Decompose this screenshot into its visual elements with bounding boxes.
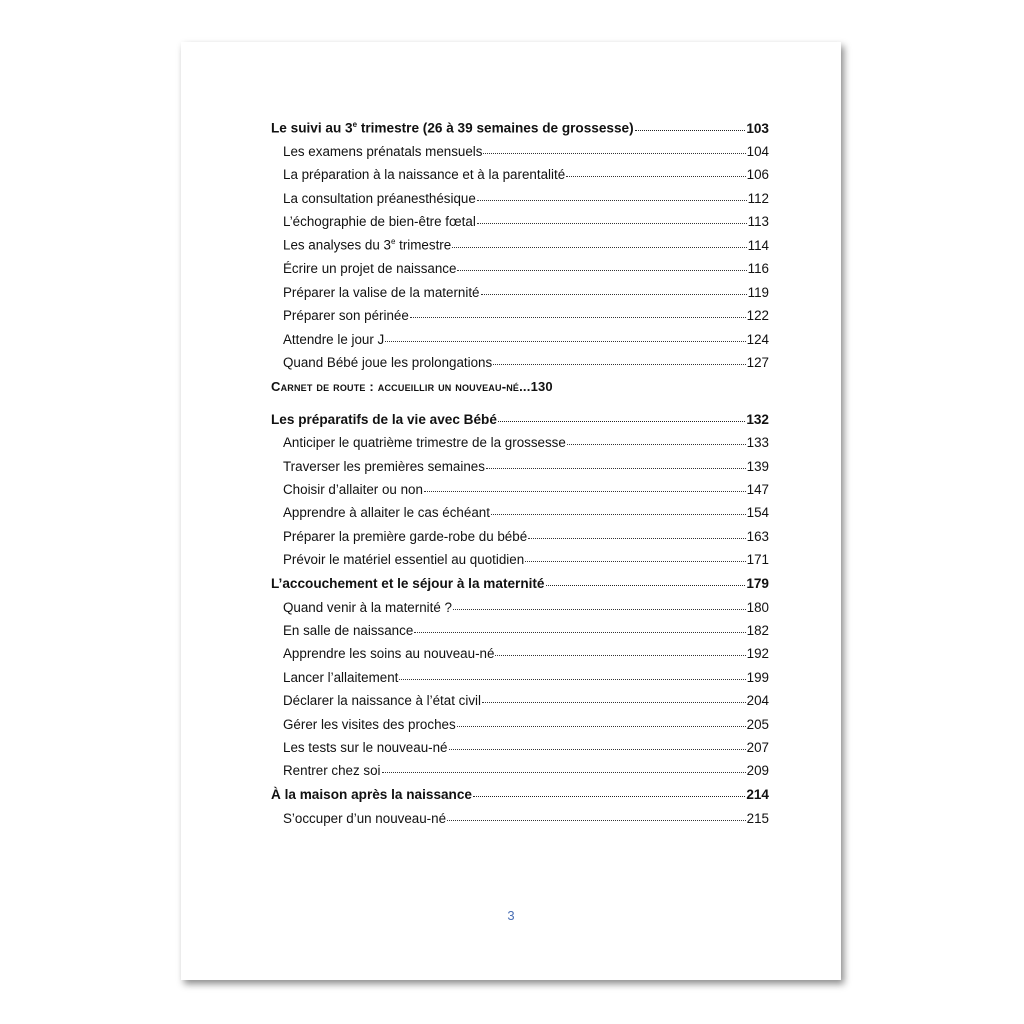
toc-item-label: Choisir d’allaiter ou non bbox=[283, 482, 423, 498]
dot-leader bbox=[457, 725, 746, 727]
page-number: 114 bbox=[747, 237, 769, 253]
dot-leader bbox=[449, 748, 746, 750]
dot-leader bbox=[424, 490, 746, 492]
toc-heading-text: À la maison après la naissance bbox=[271, 787, 472, 803]
toc-carnet-entry[interactable] bbox=[271, 379, 769, 403]
page-number: 133 bbox=[746, 435, 769, 451]
dot-leader bbox=[414, 631, 745, 633]
ordinal-sup: e bbox=[390, 237, 396, 247]
toc-item[interactable] bbox=[271, 811, 769, 826]
dot-leader bbox=[486, 467, 746, 469]
toc-subsection-list bbox=[271, 600, 769, 779]
toc-item[interactable] bbox=[271, 435, 769, 450]
dot-leader bbox=[546, 584, 746, 586]
toc-item[interactable] bbox=[271, 693, 769, 708]
toc-item-label: Les examens prénatals mensuels bbox=[283, 143, 483, 159]
toc-heading[interactable] bbox=[271, 787, 769, 802]
page-number: 119 bbox=[747, 284, 769, 300]
dot-leader bbox=[566, 175, 746, 177]
toc-item-label: Prévoir le matériel essentiel au quotidien bbox=[283, 552, 525, 568]
dot-leader bbox=[477, 222, 747, 224]
toc-item[interactable] bbox=[271, 332, 769, 347]
toc-heading-text: L’accouchement et le séjour à la maternité bbox=[271, 576, 545, 592]
toc-item-label: Quand Bébé joue les prolongations bbox=[283, 354, 493, 370]
toc-item-label: Gérer les visites des proches bbox=[283, 716, 456, 732]
ordinal-sup: e bbox=[352, 120, 358, 129]
dot-leader bbox=[453, 608, 746, 610]
page-number: 147 bbox=[746, 482, 769, 498]
page-number: 103 bbox=[746, 120, 769, 136]
dot-leader bbox=[399, 678, 745, 680]
toc-item-label: Apprendre les soins au nouveau-né bbox=[283, 646, 495, 662]
toc-item-label: Apprendre à allaiter le cas échéant bbox=[283, 505, 490, 521]
toc-subsection-list bbox=[271, 811, 769, 826]
toc-item[interactable] bbox=[271, 600, 769, 615]
toc-heading[interactable] bbox=[271, 576, 769, 591]
toc-item-label: La préparation à la naissance et à la parentalité bbox=[283, 167, 566, 183]
dot-leader bbox=[481, 293, 747, 295]
dot-leader bbox=[493, 363, 745, 365]
page-number: 132 bbox=[746, 411, 769, 427]
dot-leader bbox=[525, 560, 745, 562]
page-number: 204 bbox=[746, 693, 769, 709]
toc-item-label: Les tests sur le nouveau-né bbox=[283, 739, 448, 755]
toc-item-text: Les analyses du 3 bbox=[283, 237, 391, 253]
carnet-label: Carnet de route : accueillir un nouveau-né bbox=[271, 378, 520, 394]
toc-item-label: Préparer la valise de la maternité bbox=[283, 284, 480, 300]
toc-item[interactable] bbox=[271, 191, 769, 206]
page-number: 179 bbox=[746, 576, 769, 592]
dot-leader bbox=[491, 513, 746, 515]
toc-item-label: Rentrer chez soi bbox=[283, 763, 381, 779]
page-number: 171 bbox=[746, 552, 769, 568]
toc-item[interactable] bbox=[271, 214, 769, 229]
toc-item[interactable] bbox=[271, 459, 769, 474]
page-number: 180 bbox=[746, 599, 769, 615]
toc-heading-text: Les préparatifs de la vie avec Bébé bbox=[271, 411, 497, 427]
toc-item[interactable] bbox=[271, 763, 769, 778]
toc-heading[interactable] bbox=[271, 412, 769, 427]
toc-item-label: Anticiper le quatrième trimestre de la grossesse bbox=[283, 435, 566, 451]
toc-subsection-list bbox=[271, 144, 769, 370]
page-number: 127 bbox=[746, 354, 769, 370]
toc-item[interactable] bbox=[271, 285, 769, 300]
toc-item-label: Déclarer la naissance à l’état civil bbox=[283, 693, 481, 709]
toc-subsection-list bbox=[271, 435, 769, 567]
document-page bbox=[181, 42, 841, 980]
page-number: 154 bbox=[746, 505, 769, 521]
page-number: 163 bbox=[746, 528, 769, 544]
page-number: 112 bbox=[747, 190, 769, 206]
page-number: 104 bbox=[746, 143, 769, 159]
toc-item[interactable] bbox=[271, 237, 769, 252]
dot-leader bbox=[482, 701, 746, 703]
toc-item[interactable] bbox=[271, 261, 769, 276]
dot-leader bbox=[477, 199, 747, 201]
toc-item-label: S’occuper d’un nouveau-né bbox=[283, 810, 447, 826]
dot-leader bbox=[452, 246, 746, 248]
toc-item[interactable] bbox=[271, 505, 769, 520]
toc-item-label: L’échographie de bien-être fœtal bbox=[283, 214, 476, 230]
page-number: 124 bbox=[746, 331, 769, 347]
page-number: 214 bbox=[746, 787, 769, 803]
dot-leader bbox=[567, 443, 746, 445]
toc-heading[interactable] bbox=[271, 120, 769, 136]
page-number: 209 bbox=[746, 763, 769, 779]
dot-leader bbox=[457, 269, 746, 271]
dot-leader bbox=[385, 340, 745, 342]
toc-item[interactable] bbox=[271, 308, 769, 323]
toc-item-label bbox=[283, 237, 451, 252]
toc-item-label: En salle de naissance bbox=[283, 623, 414, 639]
toc-item-label: Attendre le jour J bbox=[283, 331, 385, 347]
page-folio: 3 bbox=[507, 908, 515, 923]
page-number: 207 bbox=[746, 739, 769, 755]
toc-heading-text: trimestre (26 à 39 semaines de grossesse) bbox=[357, 120, 634, 136]
page-number: 113 bbox=[747, 214, 769, 230]
carnet-dots: ... bbox=[519, 378, 531, 394]
dot-leader bbox=[498, 420, 745, 422]
dot-leader bbox=[528, 537, 746, 539]
page-number: 199 bbox=[746, 669, 769, 685]
page-number: 139 bbox=[746, 458, 769, 474]
dot-leader bbox=[495, 654, 745, 656]
toc-item[interactable] bbox=[271, 646, 769, 661]
toc-item[interactable] bbox=[271, 740, 769, 755]
toc-item-label: Écrire un projet de naissance bbox=[283, 261, 457, 277]
page-number: 205 bbox=[746, 716, 769, 732]
toc-item[interactable] bbox=[271, 623, 769, 638]
toc-item[interactable] bbox=[271, 717, 769, 732]
toc-item-label: Lancer l’allaitement bbox=[283, 669, 399, 685]
toc-item[interactable] bbox=[271, 482, 769, 497]
page-number: 122 bbox=[746, 308, 769, 324]
page-number: 215 bbox=[746, 810, 769, 826]
toc-item[interactable] bbox=[271, 552, 769, 567]
toc-item-label: Quand venir à la maternité ? bbox=[283, 599, 452, 615]
dot-leader bbox=[410, 316, 746, 318]
toc-item-label: Traverser les premières semaines bbox=[283, 458, 485, 474]
toc-item[interactable] bbox=[271, 144, 769, 159]
page-number: 106 bbox=[746, 167, 769, 183]
toc-item[interactable] bbox=[271, 670, 769, 685]
table-of-contents bbox=[271, 120, 769, 826]
page-number: 182 bbox=[746, 623, 769, 639]
dot-leader bbox=[483, 152, 745, 154]
page-number: 130 bbox=[530, 378, 553, 394]
toc-item-text: trimestre bbox=[395, 237, 452, 253]
dot-leader bbox=[635, 129, 746, 131]
dot-leader bbox=[473, 795, 745, 797]
toc-item-label: Préparer son périnée bbox=[283, 308, 409, 324]
toc-item[interactable] bbox=[271, 355, 769, 370]
toc-heading-text: Le suivi au 3 bbox=[271, 120, 353, 136]
toc-item[interactable] bbox=[271, 529, 769, 544]
toc-item[interactable] bbox=[271, 167, 769, 182]
toc-item-label: La consultation préanesthésique bbox=[283, 190, 476, 206]
page-number: 116 bbox=[747, 261, 769, 277]
page-number: 192 bbox=[746, 646, 769, 662]
dot-leader bbox=[447, 819, 746, 821]
toc-item-label: Préparer la première garde-robe du bébé bbox=[283, 528, 528, 544]
dot-leader bbox=[382, 771, 746, 773]
